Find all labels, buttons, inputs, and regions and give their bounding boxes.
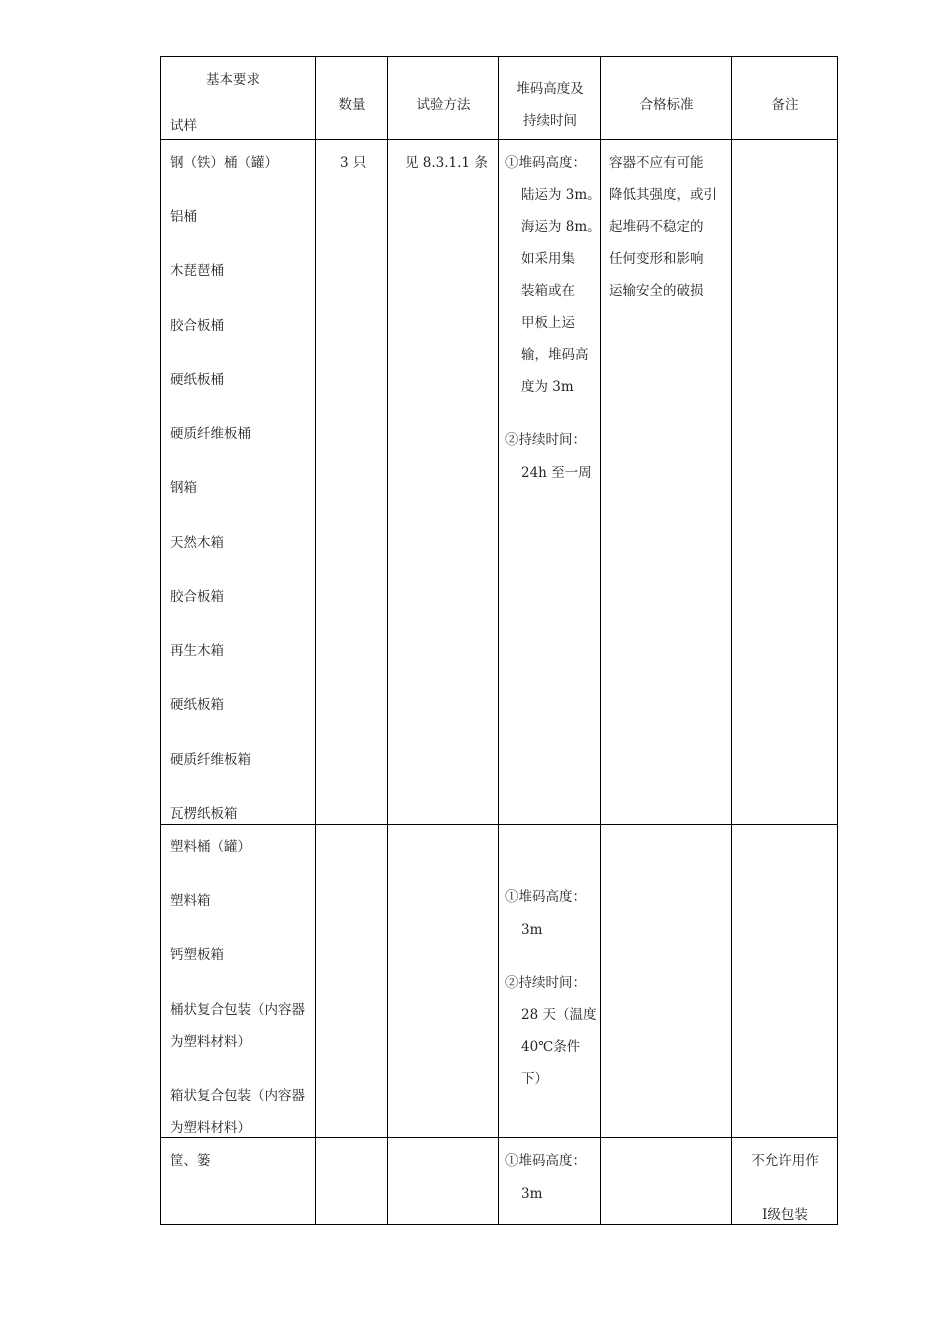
header-criteria: 合格标准 (639, 97, 694, 113)
stack-text: 如采用集 (521, 251, 575, 267)
stack-text: 3m (521, 922, 543, 938)
table-border-right (837, 56, 838, 1225)
header-divider (160, 139, 838, 140)
stack-text: 下） (521, 1071, 548, 1087)
column-divider (498, 56, 499, 1225)
stack-text: 40℃条件 (521, 1039, 581, 1055)
sample-item: 为塑料材料） (170, 1034, 251, 1050)
sample-item: 硬质纤维板桶 (170, 426, 251, 442)
sample-item: 硬纸板箱 (170, 697, 224, 713)
column-divider (731, 56, 732, 1225)
header-sample: 试样 (170, 118, 197, 134)
sample-item: 瓦楞纸板箱 (170, 806, 238, 822)
sample-item: 塑料箱 (170, 893, 211, 909)
header-stack-height: 堆码高度及 (516, 81, 584, 97)
sample-item: 再生木箱 (170, 643, 224, 659)
sample-item: 木琵琶桶 (170, 263, 224, 279)
sample-item: 箱状复合包装（内容器 (170, 1088, 305, 1104)
table-border-top (160, 56, 838, 57)
sample-item: 为塑料材料） (170, 1120, 251, 1136)
stack-text: ①堆码高度： (505, 155, 586, 171)
stack-text: 3m (521, 1186, 543, 1202)
stack-text: ②持续时间： (505, 432, 586, 448)
sample-item: 硬质纤维板箱 (170, 752, 251, 768)
column-divider (387, 56, 388, 1225)
row-divider (160, 1137, 838, 1138)
sample-item: 硬纸板桶 (170, 372, 224, 388)
criteria-text: 容器不应有可能 (609, 155, 704, 171)
sample-item: 筐、篓 (170, 1153, 211, 1169)
sample-item: 天然木箱 (170, 535, 224, 551)
header-basic-requirements: 基本要求 (206, 72, 260, 88)
sample-item: 桶状复合包装（内容器 (170, 1002, 305, 1018)
header-duration: 持续时间 (523, 113, 577, 129)
sample-item: 铝桶 (170, 209, 197, 225)
stack-text: ②持续时间： (505, 975, 586, 991)
stack-text: ①堆码高度： (505, 1153, 586, 1169)
criteria-text: 起堆码不稳定的 (609, 219, 704, 235)
sample-item: 钢箱 (170, 480, 197, 496)
sample-item: 钙塑板箱 (170, 947, 224, 963)
row-divider (160, 824, 838, 825)
quantity-value: 3 只 (340, 155, 367, 171)
stack-text: 甲板上运 (521, 315, 575, 331)
criteria-text: 任何变形和影响 (609, 251, 704, 267)
requirements-table (160, 56, 838, 1225)
sample-item: 胶合板箱 (170, 589, 224, 605)
stack-text: 度为 3m (521, 379, 574, 395)
stack-text: 24h 至一周 (521, 465, 592, 481)
stack-text: 28 天（温度 (521, 1007, 597, 1023)
header-quantity: 数量 (338, 97, 366, 113)
table-border-bottom (160, 1224, 838, 1225)
remarks-text: 不允许用作 (751, 1153, 819, 1169)
sample-item: 钢（铁）桶（罐） (170, 155, 278, 171)
criteria-text: 运输安全的破损 (609, 283, 704, 299)
stack-text: 海运为 8m。 (521, 219, 601, 235)
remarks-text: I级包装 (762, 1207, 808, 1223)
stack-text: 装箱或在 (521, 283, 575, 299)
stack-text: ①堆码高度： (505, 889, 586, 905)
stack-text: 输，堆码高 (521, 347, 589, 363)
column-divider (315, 56, 316, 1225)
header-remarks: 备注 (771, 97, 799, 113)
sample-item: 塑料桶（罐） (170, 839, 251, 855)
sample-item: 胶合板桶 (170, 318, 224, 334)
criteria-text: 降低其强度，或引 (609, 187, 717, 203)
table-border-left (160, 56, 161, 1225)
header-test-method: 试验方法 (416, 97, 471, 113)
stack-text: 陆运为 3m。 (521, 187, 601, 203)
test-method-value: 见 8.3.1.1 条 (405, 155, 488, 171)
